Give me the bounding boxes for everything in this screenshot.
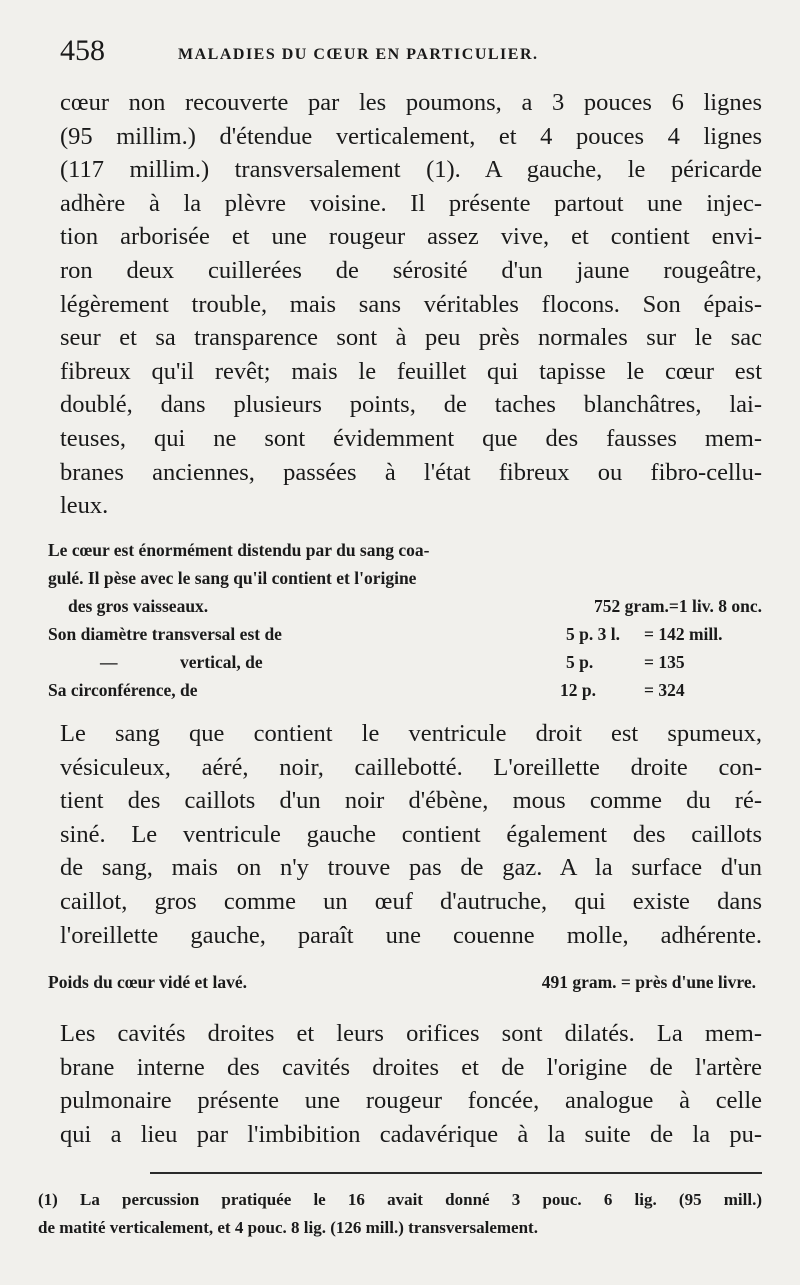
- text-line: de sang, mais on n'y trouve pas de gaz. A la surface d'un: [60, 854, 762, 882]
- measure-row: [48, 564, 762, 592]
- text-line: ron deux cuillerées de sérosité d'un jaune rougeâtre,: [60, 256, 762, 284]
- measurements-block-2: [48, 968, 762, 996]
- text-line: siné. Le ventricule gauche contient également des caillots: [60, 820, 762, 848]
- paragraph-1: [60, 86, 762, 523]
- text-line: vésiculeux, aéré, noir, caillebotté. L'oreillette droite con-: [60, 753, 762, 781]
- measure-row: [48, 592, 762, 620]
- text-line: Le sang que contient le ventricule droit est spumeux,: [60, 720, 762, 747]
- text-line: légèrement trouble, mais sans véritables flocons. Son épais-: [60, 290, 762, 318]
- measure-value: 752 gram.=1 liv. 8 onc.: [594, 596, 762, 616]
- text-line: branes anciennes, passées à l'état fibreux ou fibro-cellu-: [60, 458, 762, 486]
- text-line: tient des caillots d'un noir d'ébène, mous comme du ré-: [60, 787, 762, 815]
- text-line: brane interne des cavités droites et de l'origine de l'artère: [60, 1053, 762, 1081]
- text-line: doublé, dans plusieurs points, de taches blanchâtres, lai-: [60, 391, 762, 419]
- measure-row: [48, 676, 762, 704]
- page-number: 458: [60, 34, 105, 67]
- measure-row: [48, 968, 762, 996]
- text-line: adhère à la plèvre voisine. Il présente partout une injec-: [60, 189, 762, 217]
- measure-value: 12 p.: [560, 680, 596, 700]
- measure-label: Sa circonférence, de: [48, 680, 198, 700]
- measure-row: [48, 536, 762, 564]
- measure-value: 5 p.: [566, 652, 594, 672]
- text-line: (117 millim.) transversalement (1). A gauche, le péricarde: [60, 156, 762, 184]
- measure-label: Poids du cœur vidé et lavé.: [48, 972, 247, 992]
- measure-value: = 135: [644, 652, 685, 672]
- measure-text: Le cœur est énormément distendu par du sang coa-: [48, 540, 430, 560]
- text-line: (95 millim.) d'étendue verticalement, et 4 pouces 4 lignes: [60, 122, 762, 150]
- measure-label: vertical, de: [180, 652, 263, 672]
- text-line: cœur non recouverte par les poumons, a 3 pouces 6 lignes: [60, 89, 762, 116]
- footnote: [38, 1186, 762, 1242]
- text-line: seur et sa transparence sont à peu près normales sur le sac: [60, 324, 762, 352]
- text-line: leux.: [60, 492, 109, 520]
- paragraph-3: [60, 1017, 762, 1151]
- running-head: MALADIES DU CŒUR EN PARTICULIER.: [178, 46, 539, 63]
- footnote-line: de matité verticalement, et 4 pouc. 8 lig. (126 mill.) transversalement.: [38, 1218, 538, 1237]
- text-line: Les cavités droites et leurs orifices sont dilatés. La mem-: [60, 1020, 762, 1047]
- footnote-rule: [150, 1172, 762, 1174]
- ditto-dash: —: [100, 652, 118, 672]
- measure-label: des gros vaisseaux.: [68, 596, 209, 616]
- measure-value: = 324: [644, 680, 685, 700]
- measure-row: [48, 620, 762, 648]
- text-line: fibreux qu'il revêt; mais le feuillet qui tapisse le cœur est: [60, 357, 762, 385]
- measure-text: gulé. Il pèse avec le sang qu'il contient et l'origine: [48, 568, 417, 588]
- measurements-block-1: [48, 536, 762, 704]
- measure-value: = 142 mill.: [644, 624, 723, 644]
- text-line: teuses, qui ne sont évidemment que des fausses mem-: [60, 424, 762, 452]
- page-header: [60, 34, 760, 74]
- measure-value: 5 p. 3 l.: [566, 624, 620, 644]
- text-line: tion arborisée et une rougeur assez vive, et contient envi-: [60, 223, 762, 251]
- text-line: qui a lieu par l'imbibition cadavérique à la suite de la pu-: [60, 1120, 762, 1148]
- paragraph-2: [60, 717, 762, 952]
- text-line: l'oreillette gauche, paraît une couenne molle, adhérente.: [60, 921, 762, 949]
- text-line: pulmonaire présente une rougeur foncée, analogue à celle: [60, 1087, 762, 1115]
- measure-label: Son diamètre transversal est de: [48, 624, 282, 644]
- measure-value: 491 gram. = près d'une livre.: [541, 972, 756, 992]
- measure-row: [48, 648, 762, 676]
- text-line: caillot, gros comme un œuf d'autruche, qui existe dans: [60, 887, 762, 915]
- footnote-line: (1) La percussion pratiquée le 16 avait donné 3 pouc. 6 lig. (95 mill.): [38, 1190, 762, 1209]
